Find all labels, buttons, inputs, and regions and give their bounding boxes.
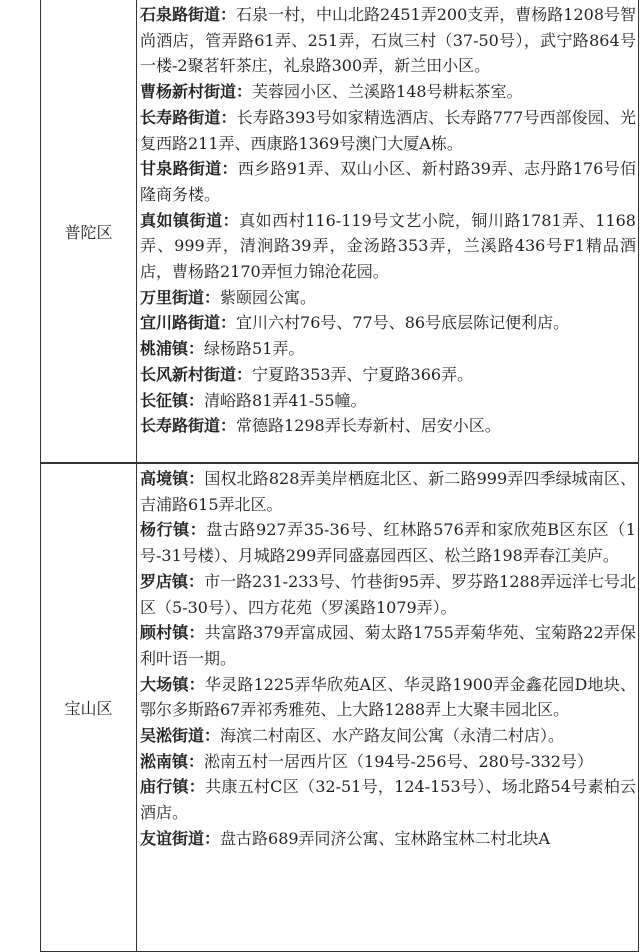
street-name: 高境镇： xyxy=(140,469,205,488)
street-locations: 紫颐园公寓。 xyxy=(220,287,317,307)
street-name: 真如镇街道： xyxy=(140,210,240,230)
street-locations: 绿杨路51弄。 xyxy=(204,339,305,359)
street-locations: 盘古路689弄同济公寓、宝林路宝林二村北块A xyxy=(220,828,551,848)
street-locations: 海滨二村南区、水产路友间公寓（永清二村店）。 xyxy=(220,726,565,746)
street-entry xyxy=(140,208,636,285)
district-name: 普陀区 xyxy=(41,0,137,463)
street-name: 吴淞街道： xyxy=(140,726,221,746)
street-entry xyxy=(140,2,636,79)
street-entry xyxy=(140,79,636,105)
street-name: 友谊街道： xyxy=(140,828,221,848)
street-locations: 宁夏路353弄、宁夏路366弄。 xyxy=(252,364,474,384)
street-locations: 宜川六村76号、77号、86号底层陈记便利店。 xyxy=(236,313,570,333)
street-entry xyxy=(140,826,636,852)
street-locations: 真如西村116-119号文艺小院，铜川路1781弄、1168弄、999弄，清涧路39弄，金汤路353弄，兰溪路436号F1精品酒店，曹杨路2170弄恒力锦沧花园。 xyxy=(140,210,636,282)
street-entry xyxy=(140,413,636,439)
street-name: 长征镇： xyxy=(140,390,205,410)
street-entry xyxy=(140,774,636,825)
street-locations: 市一路231-233号、竹巷街95弄、罗芬路1288弄远洋七号北区（5-30号）、四方花苑（罗溪路1079弄）。 xyxy=(140,571,636,617)
street-entry xyxy=(140,156,636,207)
street-entry xyxy=(140,466,636,517)
street-entry xyxy=(140,362,636,388)
street-name: 罗店镇： xyxy=(140,571,205,591)
street-name: 桃浦镇： xyxy=(140,339,205,359)
street-entry xyxy=(140,569,636,620)
district-content xyxy=(140,2,636,439)
street-name: 曹杨新村街道： xyxy=(140,82,253,102)
street-entry xyxy=(140,723,636,749)
street-name: 顾村镇： xyxy=(140,623,205,643)
street-entry xyxy=(140,672,636,723)
street-name: 淞南镇： xyxy=(140,751,205,771)
street-locations: 华灵路1225弄华欣苑A区、华灵路1900弄金鑫花园D地块、鄂尔多斯路67弄祁秀雅苑、上大路1288弄上大聚丰园北区。 xyxy=(140,674,636,720)
street-locations: 共康五村C区（32-51号，124-153号）、场北路54号素柏云酒店。 xyxy=(140,777,636,823)
street-name: 万里街道： xyxy=(140,287,221,307)
street-locations: 淞南五村一居西片区（194号-256号、280号-332号） xyxy=(204,751,593,771)
street-entry xyxy=(140,285,636,311)
street-name: 长风新村街道： xyxy=(140,364,253,384)
street-name: 长寿路街道： xyxy=(140,416,237,436)
street-locations: 西乡路91弄、双山小区、新村路39弄、志丹路176号佰隆商务楼。 xyxy=(140,159,636,204)
street-locations: 石泉一村，中山北路2451弄200支弄，曹杨路1208号智尚酒店，管弄路61弄、251弄，石岚三村（37-50号），武宁路864号一楼-2聚茗轩茶庄，礼泉路300弄，新兰田小区。 xyxy=(140,5,636,76)
street-name: 石泉路街道： xyxy=(140,5,237,24)
district-row-putuo xyxy=(40,0,639,464)
street-entry xyxy=(140,620,636,671)
street-locations: 共富路379弄富成园、菊太路1755弄菊华苑、宝菊路22弄保利叶语一期。 xyxy=(140,623,636,668)
street-entry xyxy=(140,749,636,775)
street-name: 杨行镇： xyxy=(140,520,207,540)
street-name: 庙行镇： xyxy=(140,777,206,797)
street-locations: 清峪路81弄41-55幢。 xyxy=(204,390,367,410)
street-entry xyxy=(140,310,636,336)
street-entry xyxy=(140,517,636,568)
street-entry xyxy=(140,336,636,362)
street-name: 长寿路街道： xyxy=(140,107,237,127)
district-name: 宝山区 xyxy=(41,463,137,951)
street-locations: 芙蓉园小区、兰溪路148号耕耘茶室。 xyxy=(252,82,523,102)
street-entry xyxy=(140,105,636,156)
street-locations: 盘古路927弄35-36号、红林路576弄和家欣苑B区东区（1号-31号楼）、月城路299弄同盛嘉园西区、松兰路198弄春江美庐。 xyxy=(140,520,636,566)
street-locations: 常德路1298弄长寿新村、居安小区。 xyxy=(236,416,501,436)
street-name: 宜川路街道： xyxy=(140,313,237,333)
district-content xyxy=(140,466,636,852)
street-name: 大场镇： xyxy=(140,674,205,694)
street-locations: 国权北路828弄美岸栖庭北区、新二路999弄四季绿城南区、吉浦路615弄北区。 xyxy=(140,469,636,514)
street-entry xyxy=(140,388,636,414)
street-locations: 长寿路393号如家精选酒店、长寿路777号西部俊园、光复西路211弄、西康路1369号澳门大厦A栋。 xyxy=(140,107,636,153)
district-row-baoshan xyxy=(40,462,639,952)
street-name: 甘泉路街道： xyxy=(140,159,238,179)
